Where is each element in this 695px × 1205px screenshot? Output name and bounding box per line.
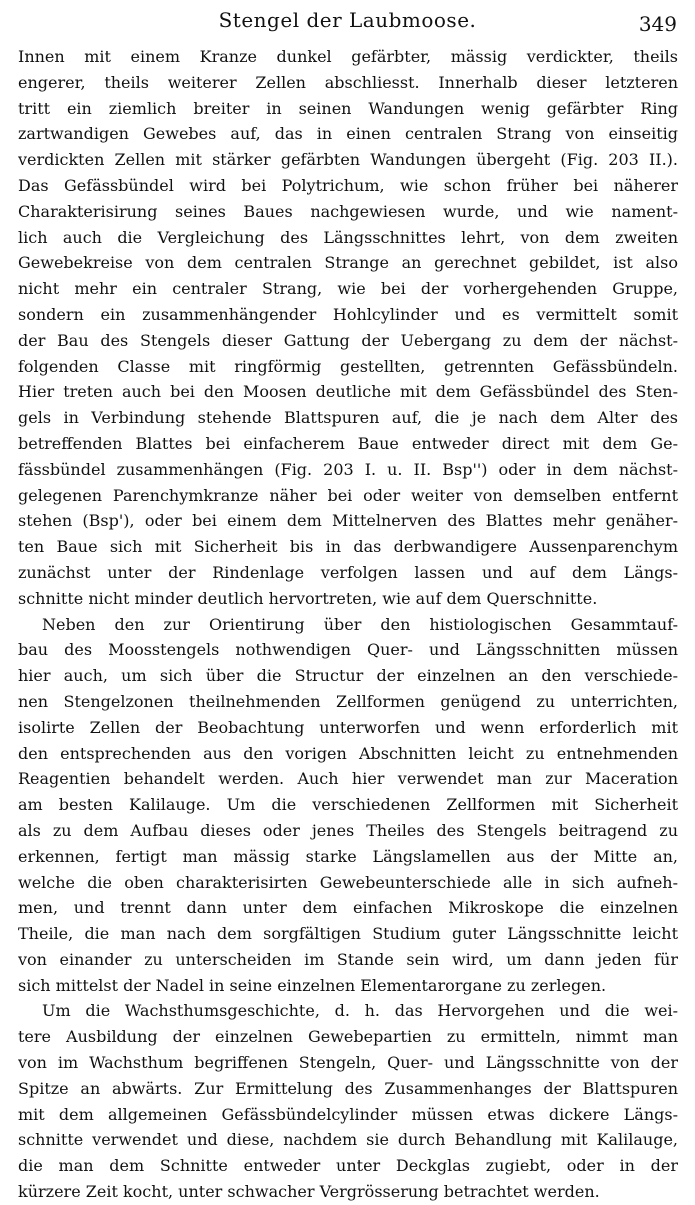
text-line: zunächst unter der Rindenlage verfolgen lassen und auf dem Längs- bbox=[18, 562, 678, 582]
text-line: fässbündel zusammenhängen (Fig. 203 I. u. II. Bsp'') oder in dem nächst- bbox=[18, 459, 678, 479]
text-line: men, und trennt dann unter dem einfachen Mikroskope die einzelnen bbox=[18, 898, 678, 918]
text-line: gels in Verbindung stehende Blattspuren auf, die je nach dem Alter des bbox=[18, 408, 678, 428]
text-line: Hier treten auch bei den Moosen deutliche mit dem Gefässbündel des Sten- bbox=[18, 382, 678, 402]
text-line: engerer, theils weiterer Zellen abschliesst. Innerhalb dieser letzteren bbox=[18, 72, 678, 92]
text-line: welche die oben charakterisirten Gewebeunterschiede alle in sich aufneh- bbox=[18, 872, 678, 892]
text-line: schnitte nicht minder deutlich hervortreten, wie auf dem Querschnitte. bbox=[18, 588, 598, 608]
text-line: Theile, die man nach dem sorgfältigen Studium guter Längsschnitte leicht bbox=[18, 924, 678, 944]
text-line: lich auch die Vergleichung des Längsschnittes lehrt, von dem zweiten bbox=[18, 227, 678, 247]
text-line: zartwandigen Gewebes auf, das in einen centralen Strang von einseitig bbox=[18, 124, 678, 144]
paragraph bbox=[18, 612, 678, 999]
text-line: die man dem Schnitte entweder unter Deckglas zugiebt, oder in der bbox=[18, 1156, 678, 1176]
text-line: Charakterisirung seines Baues nachgewiesen wurde, und wie nament- bbox=[18, 201, 678, 221]
text-line: als zu dem Aufbau dieses oder jenes Theiles des Stengels beitragend zu bbox=[18, 820, 678, 840]
page-number: 349 bbox=[638, 12, 677, 36]
text-line: Spitze an abwärts. Zur Ermittelung des Zusammenhanges der Blattspuren bbox=[18, 1078, 678, 1098]
text-line: tritt ein ziemlich breiter in seinen Wandungen wenig gefärbter Ring bbox=[18, 98, 678, 118]
text-line: gelegenen Parenchymkranze näher bei oder weiter von demselben entfernt bbox=[18, 485, 678, 505]
text-line: kürzere Zeit kocht, unter schwacher Vergrösserung betrachtet werden. bbox=[18, 1182, 600, 1202]
text-line: mit dem allgemeinen Gefässbündelcylinder müssen etwas dickere Längs- bbox=[18, 1104, 678, 1124]
text-line: Um die Wachsthumsgeschichte, d. h. das Hervorgehen und die wei- bbox=[42, 1001, 678, 1021]
text-line: von im Wachsthum begriffenen Stengeln, Quer- und Längsschnitte von der bbox=[18, 1053, 678, 1073]
text-line: stehen (Bsp'), oder bei einem dem Mittelnerven des Blattes mehr genäher- bbox=[18, 511, 678, 531]
text-line: Gewebekreise von dem centralen Strange an gerechnet gebildet, ist also bbox=[18, 253, 678, 273]
text-line: tere Ausbildung der einzelnen Gewebepartien zu ermitteln, nimmt man bbox=[18, 1027, 678, 1047]
text-line: von einander zu unterscheiden im Stande sein wird, um dann jeden für bbox=[18, 949, 678, 969]
text-line: betreffenden Blattes bei einfacherem Baue entweder direct mit dem Ge- bbox=[18, 433, 678, 453]
text-line: isolirte Zellen der Beobachtung unterworfen und wenn erforderlich mit bbox=[18, 717, 678, 737]
running-title: Stengel der Laubmoose. bbox=[218, 8, 477, 32]
text-line: Innen mit einem Kranze dunkel gefärbter, mässig verdickter, theils bbox=[18, 47, 678, 66]
text-line: hier auch, um sich über die Structur der einzelnen an den verschiede- bbox=[18, 666, 678, 686]
text-line: nen Stengelzonen theilnehmenden Zellformen genügend zu unterrichten, bbox=[18, 691, 678, 711]
text-line: den entsprechenden aus den vorigen Abschnitten leicht zu entnehmenden bbox=[18, 743, 678, 763]
text-line: der Bau des Stengels dieser Gattung der Uebergang zu dem der nächst- bbox=[18, 330, 678, 350]
text-line: ten Baue sich mit Sicherheit bis in das derbwandigere Aussenparenchym bbox=[18, 537, 678, 557]
paragraph bbox=[18, 998, 678, 1204]
body-text bbox=[18, 44, 678, 1205]
text-line: am besten Kalilauge. Um die verschiedenen Zellformen mit Sicherheit bbox=[18, 795, 678, 815]
text-line: verdickten Zellen mit stärker gefärbten Wandungen übergeht (Fig. 203 II.). bbox=[18, 150, 678, 170]
text-line: sich mittelst der Nadel in seine einzelnen Elementarorgane zu zerlegen. bbox=[18, 975, 607, 995]
text-line: folgenden Classe mit ringförmig gestellten, getrennten Gefässbündeln. bbox=[18, 356, 678, 376]
text-line: schnitte verwendet und diese, nachdem sie durch Behandlung mit Kalilauge, bbox=[18, 1130, 678, 1150]
paragraph bbox=[18, 44, 678, 612]
text-line: sondern ein zusammenhängender Hohlcylinder und es vermittelt somit bbox=[18, 304, 678, 324]
text-line: Reagentien behandelt werden. Auch hier verwendet man zur Maceration bbox=[18, 769, 678, 789]
text-line: erkennen, fertigt man mässig starke Längslamellen aus der Mitte an, bbox=[18, 846, 678, 866]
running-header bbox=[0, 4, 695, 40]
text-line: Das Gefässbündel wird bei Polytrichum, wie schon früher bei näherer bbox=[18, 175, 678, 195]
text-line: nicht mehr ein centraler Strang, wie bei der vorhergehenden Gruppe, bbox=[18, 279, 678, 299]
text-line: Neben den zur Orientirung über den histiologischen Gesammtauf- bbox=[42, 614, 678, 634]
text-line: bau des Moosstengels nothwendigen Quer- und Längsschnitten müssen bbox=[18, 640, 678, 660]
